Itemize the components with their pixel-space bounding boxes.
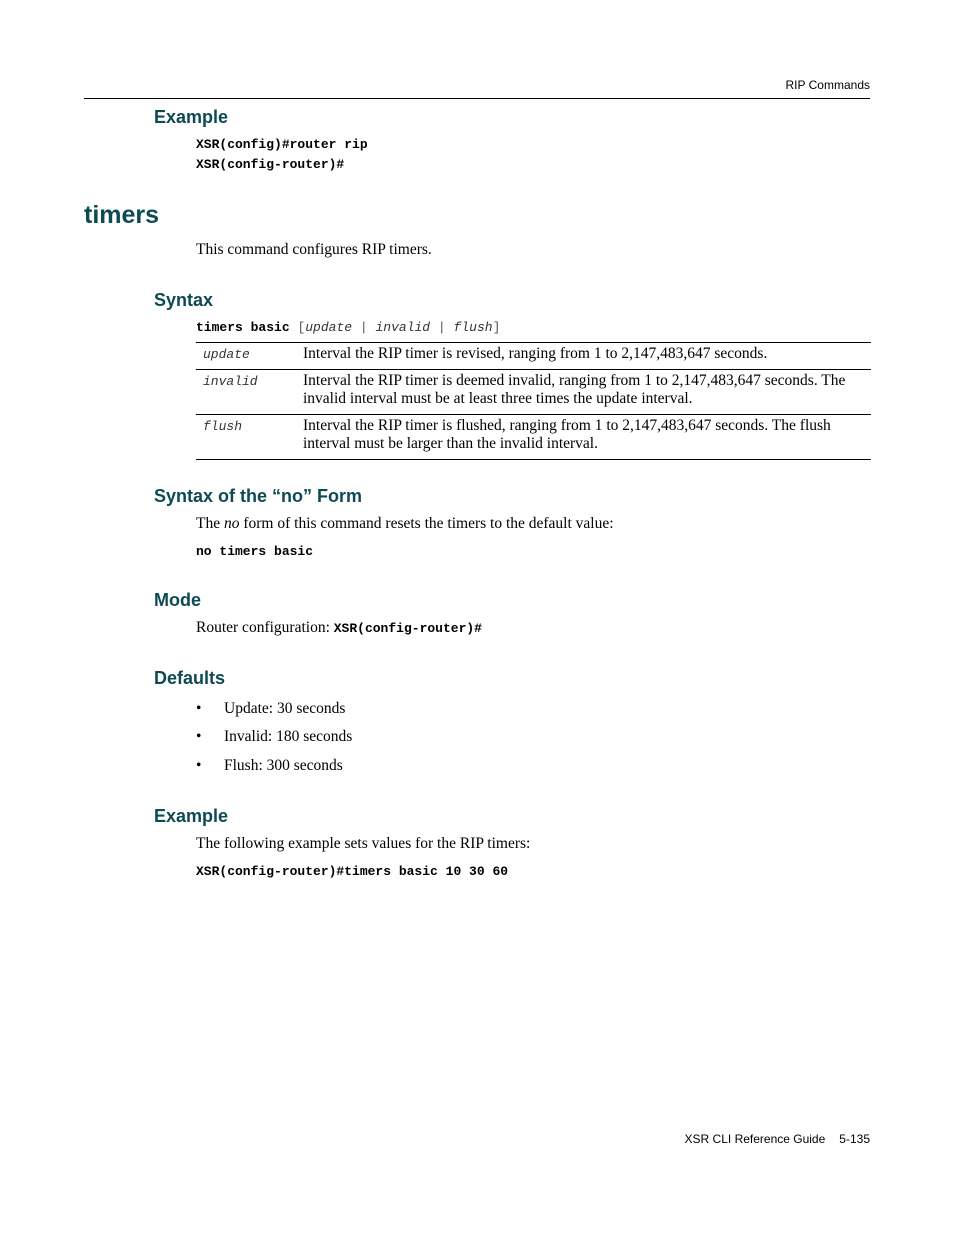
no-form-text-start: The: [196, 515, 224, 532]
no-form-heading: Syntax of the “no” Form: [154, 486, 363, 506]
command-description: This command configures RIP timers.: [196, 241, 432, 258]
list-item-text: Invalid: 180 seconds: [224, 728, 353, 745]
syntax-separator: |: [359, 320, 368, 335]
syntax-close-bracket: ]: [492, 320, 501, 335]
parameter-row: [196, 415, 871, 460]
syntax-arg: invalid: [375, 320, 431, 335]
bullet-icon: •: [196, 757, 202, 774]
example-code: XSR(config-router)#timers basic 10 30 60: [196, 864, 509, 879]
parameter-name: invalid: [196, 370, 303, 415]
list-item-text: Flush: 300 seconds: [224, 757, 343, 774]
syntax-heading: Syntax: [154, 290, 214, 310]
no-form-text: [196, 515, 614, 533]
page-footer: [685, 1132, 870, 1146]
mode-label: Router configuration:: [196, 619, 334, 636]
syntax-command: timers basic: [196, 320, 290, 335]
parameter-row: [196, 343, 871, 370]
example-heading: Example: [154, 806, 229, 826]
parameter-description: Interval the RIP timer is revised, ranging from 1 to 2,147,483,647 seconds.: [303, 343, 871, 370]
syntax-arg: update: [305, 320, 353, 335]
parameter-description: Interval the RIP timer is flushed, ranging from 1 to 2,147,483,647 seconds. The flush interval must be larger than the invalid interval.: [303, 415, 871, 460]
mode-text: [196, 619, 482, 637]
no-form-keyword: no: [223, 515, 240, 532]
running-header: RIP Commands: [785, 78, 870, 92]
syntax-open-bracket: [: [297, 320, 306, 335]
bullet-icon: •: [196, 700, 202, 717]
defaults-heading: Defaults: [154, 668, 226, 688]
command-title: timers: [84, 201, 160, 229]
mode-prompt: XSR(config-router)#: [333, 621, 482, 636]
syntax-arg: flush: [453, 320, 493, 335]
header-rule: [84, 98, 870, 99]
no-form-text-end: form of this command resets the timers to the default value:: [239, 515, 614, 532]
example-text: The following example sets values for the RIP timers:: [196, 835, 531, 852]
bullet-icon: •: [196, 728, 202, 745]
footer-guide-title: XSR CLI Reference Guide: [684, 1132, 826, 1146]
parameter-name: update: [196, 343, 303, 370]
mode-heading: Mode: [154, 590, 201, 610]
page-number: 5-135: [839, 1132, 870, 1146]
no-form-code: no timers basic: [196, 544, 314, 559]
syntax-separator: |: [437, 320, 446, 335]
parameter-row: [196, 370, 871, 415]
code-line: XSR(config-router)#: [196, 157, 345, 172]
list-item-text: Update: 30 seconds: [224, 700, 346, 717]
syntax-line: [196, 320, 500, 335]
example-heading: Example: [154, 107, 229, 127]
parameter-table: [196, 342, 871, 460]
parameter-description: Interval the RIP timer is deemed invalid, ranging from 1 to 2,147,483,647 seconds. The invalid interval must be at least three times the update interval.: [303, 370, 871, 415]
parameter-name: flush: [196, 415, 303, 460]
code-line: XSR(config)#router rip: [196, 137, 368, 152]
